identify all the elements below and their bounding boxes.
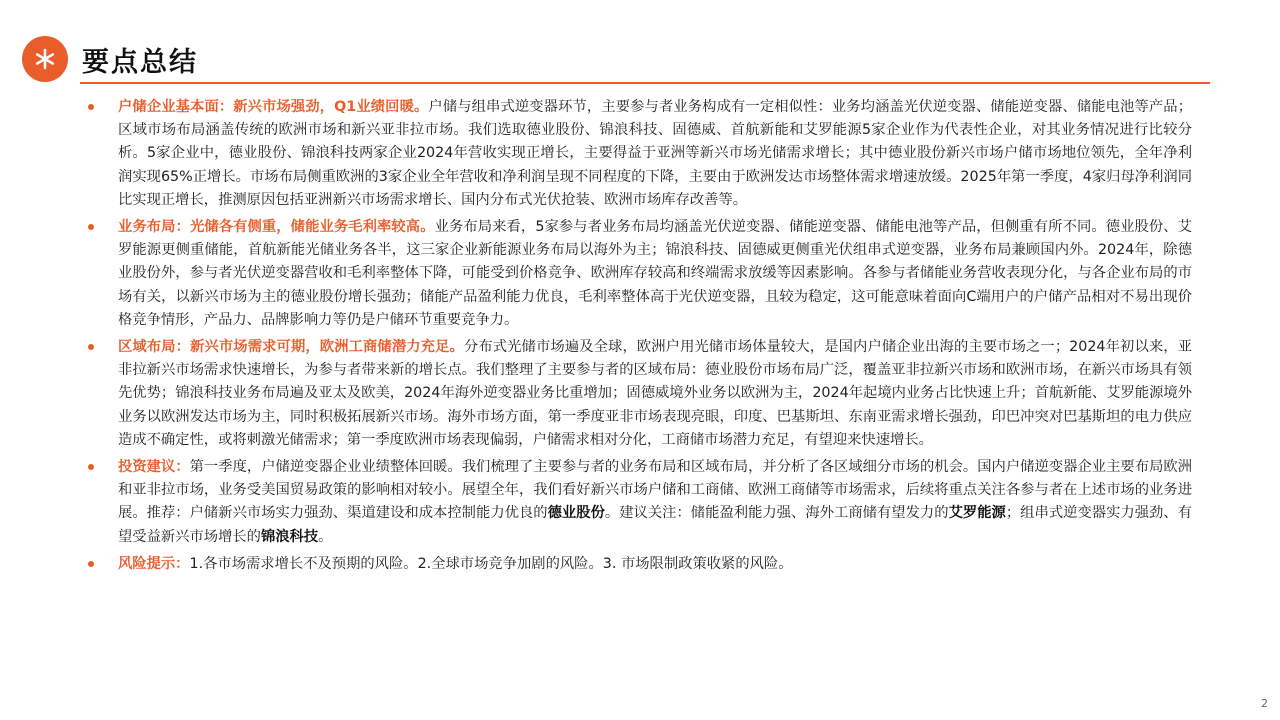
page-number: 2 bbox=[1261, 697, 1268, 710]
bullet-icon bbox=[88, 561, 94, 567]
point-text: 第一季度，户储逆变器企业业绩整体回暖。我们梳理了主要参与者的业务布局和区域布局，并分析了各区域细分市场的机会。国内户储逆变器企业主要布局欧洲和亚非拉市场，业务受美国贸易政策的影响相对较小。展望全年，我们看好新兴市场户储和工商储、欧洲工商储等市场需求，后续将重点关注各参与者在上述市场的业务进展。推荐：户储新兴市场实力强劲、渠道建设和成本控制能力优良的 bbox=[118, 459, 1193, 522]
logo-badge bbox=[22, 36, 68, 82]
summary-point-investment-advice bbox=[88, 456, 1192, 549]
page-header bbox=[22, 36, 198, 82]
summary-point-business-layout bbox=[88, 216, 1192, 332]
point-text: 。建议关注：储能盈利能力强、海外工商储有望发力的 bbox=[604, 505, 949, 522]
summary-point-fundamentals bbox=[88, 96, 1192, 212]
point-text: 业务布局来看，5家参与者业务布局均涵盖光伏逆变器、储能逆变器、储能电池等产品，但侧重有所不同。德业股份、艾罗能源更侧重储能，首航新能光储业务各半，这三家企业新能源业务布局以海外为主；锦浪科技、固德威更侧重光伏组串式逆变器，业务布局兼顾国内外。2024年，除德业股份外，参与者光伏逆变器营收和毛利率整体下降，可能受到价格竞争、欧洲库存较高和终端需求放缓等因素影响。各参与者储能业务营收表现分化，与各企业布局的市场有关，以新兴市场为主的德业股份增长强劲；储能产品盈利能力优良，毛利率整体高于光伏逆变器，且较为稳定，这可能意味着面向C端用户的户储产品相对不易出现价格竞争情形，产品力、品牌影响力等仍是户储环节重要竞争力。 bbox=[118, 219, 1192, 328]
summary-point-risk-warning bbox=[88, 553, 1192, 576]
recommended-stock: 锦浪科技 bbox=[260, 528, 319, 545]
point-heading: 业务布局：光储各有侧重，储能业务毛利率较高。 bbox=[118, 219, 435, 236]
summary-point-regional-layout bbox=[88, 336, 1192, 452]
point-heading: 投资建议： bbox=[118, 459, 190, 476]
bullet-icon bbox=[88, 224, 94, 230]
summary-list bbox=[88, 96, 1192, 580]
point-text: 1.各市场需求增长不及预期的风险。2.全球市场竞争加剧的风险。3. 市场限制政策收紧的风险。 bbox=[189, 555, 793, 572]
bullet-icon bbox=[88, 104, 94, 110]
title-divider bbox=[80, 82, 1210, 84]
point-heading: 风险提示： bbox=[118, 555, 190, 572]
bullet-icon bbox=[88, 344, 94, 350]
point-text: 。 bbox=[318, 528, 333, 545]
point-heading: 区域布局：新兴市场需求可期，欧洲工商储潜力充足。 bbox=[118, 339, 464, 356]
point-text: ；组串式逆变器实力强劲、有望受益新兴市场增长的 bbox=[118, 505, 1192, 545]
point-text: 户储与组串式逆变器环节，主要参与者业务构成有一定相似性：业务均涵盖光伏逆变器、储能逆变器、储能电池等产品；区域市场布局涵盖传统的欧洲市场和新兴亚非拉市场。我们选取德业股份、锦浪科技、固德威、首航新能和艾罗能源5家企业作为代表性企业，对其业务情况进行比较分析。5家企业中，德业股份、锦浪科技两家企业2024年营收实现正增长，主要得益于亚洲等新兴市场光储需求增长；其中德业股份新兴市场户储市场地位领先，全年净利润实现65%正增长。市场布局侧重欧洲的3家企业全年营收和净利润呈现不同程度的下降，主要由于欧洲发达市场整体需求增速放缓。2025年第一季度，4家归母净利润同比实现正增长，推测原因包括亚洲新兴市场需求增长、国内分布式光伏抢装、欧洲市场库存改善等。 bbox=[118, 99, 1192, 208]
bullet-icon bbox=[88, 464, 94, 470]
recommended-stock: 德业股份 bbox=[547, 505, 605, 522]
asterisk-icon bbox=[34, 48, 56, 70]
point-heading: 户储企业基本面：新兴市场强劲，Q1业绩回暖。 bbox=[118, 99, 429, 115]
point-text: 分布式光储市场遍及全球，欧洲户用光储市场体量较大，是国内户储企业出海的主要市场之一；2024年初以来，亚非拉新兴市场需求快速增长，为参与者带来新的增长点。我们整理了主要参与者的区域布局：德业股份市场布局广泛，覆盖亚非拉新兴市场和欧洲市场，在新兴市场具有领先优势；锦浪科技业务布局遍及亚太及欧美，2024年海外逆变器业务比重增加；固德威境外业务以欧洲为主，2024年起境内业务占比快速上升；首航新能、艾罗能源境外业务以欧洲发达市场为主，同时积极拓展新兴市场。海外市场方面，第一季度亚非市场表现亮眼，印度、巴基斯坦、东南亚需求增长强劲，印巴冲突对巴基斯坦的电力供应造成不确定性，或将刺激光储需求；第一季度欧洲市场表现偏弱，户储需求相对分化，工商储市场潜力充足，有望迎来快速增长。 bbox=[118, 339, 1192, 448]
recommended-stock: 艾罗能源 bbox=[948, 505, 1006, 522]
page-title: 要点总结 bbox=[82, 46, 198, 78]
